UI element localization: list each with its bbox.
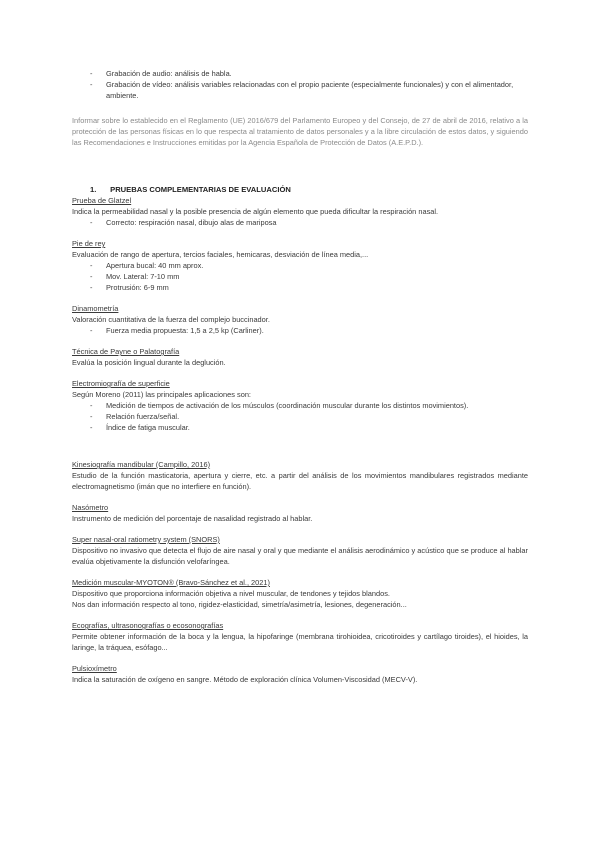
section-title: Super nasal-oral ratiometry system (SNORS) [72, 535, 220, 544]
list-item [72, 79, 528, 101]
bullet-dash: - [90, 218, 93, 227]
section-block [72, 534, 528, 567]
section-bullet-list [72, 260, 528, 293]
list-item [72, 400, 528, 411]
list-item [72, 217, 528, 228]
section-text: Evaluación de rango de apertura, tercios faciales, hemicaras, desviación de línea media,... [72, 250, 369, 259]
bullet-dash: - [90, 401, 93, 410]
sections-container [72, 195, 528, 685]
list-item-text: Medición de tiempos de activación de los músculos (coordinación muscular durante los distintos movimientos). [106, 401, 469, 410]
list-item-text: Protrusión: 6-9 mm [106, 283, 169, 292]
section-heading [72, 184, 528, 195]
bullet-dash: - [90, 326, 93, 335]
section-title: Ecografías, ultrasonografías o ecosonografías [72, 621, 224, 630]
list-item-text: Apertura bucal: 40 mm aprox. [106, 261, 204, 270]
document-page [72, 68, 528, 685]
section-title: Medición muscular-MYOTON® (Bravo-Sánchez et al., 2021) [72, 578, 270, 587]
list-item-text: Relación fuerza/señal. [106, 412, 180, 421]
list-item [72, 422, 528, 433]
list-item [72, 271, 528, 282]
bullet-dash: - [90, 261, 93, 270]
section-block [72, 577, 528, 610]
section-block [72, 195, 528, 228]
heading-title: PRUEBAS COMPLEMENTARIAS DE EVALUACIÓN [110, 185, 291, 194]
section-block [72, 663, 528, 685]
section-text: Dispositivo que proporciona información objetiva a nivel muscular, de tendones y tejidos blandos. Nos dan información respecto al tono, rigidez-elasticidad, simetría/asimetría, lesiones, degeneración... [72, 589, 407, 609]
bullet-dash: - [90, 80, 93, 89]
section-bullet-list [72, 400, 528, 433]
section-text: Según Moreno (2011) las principales aplicaciones son: [72, 390, 251, 399]
section-text: Instrumento de medición del porcentaje de nasalidad registrado al hablar. [72, 514, 313, 523]
list-item [72, 411, 528, 422]
intro-paragraph: Informar sobre lo establecido en el Reglamento (UE) 2016/679 del Parlamento Europeo y del Consejo, de 27 de abril de 2016, relativo a la protección de las personas físicas en lo que respecta al tratamiento de datos personales y a la libre circulación de estos datos, y siguiendo las Recomendaciones e Instrucciones emitidas por la Agencia Española de Protección de Datos (A.E.P.D.). [72, 116, 528, 147]
section-block [72, 378, 528, 433]
section-text: Valoración cuantitativa de la fuerza del complejo buccinador. [72, 315, 270, 324]
section-title: Pulsioxímetro [72, 664, 117, 673]
list-item [72, 325, 528, 336]
section-block [72, 238, 528, 293]
list-item-text: Grabación de audio: análisis de habla. [106, 69, 232, 78]
bullet-dash: - [90, 283, 93, 292]
section-text: Indica la permeabilidad nasal y la posible presencia de algún elemento que pueda dificultar la respiración nasal. [72, 207, 439, 216]
list-item-text: Índice de fatiga muscular. [106, 423, 190, 432]
list-item [72, 282, 528, 293]
section-text: Dispositivo no invasivo que detecta el flujo de aire nasal y oral y que mediante el análisis aerodinámico y acústico que se produce al hablar evalúa objetivamente la disfunción velofaríngea. [72, 546, 528, 566]
section-bullet-list [72, 325, 528, 336]
section-text: Evalúa la posición lingual durante la deglución. [72, 358, 226, 367]
section-title: Pie de rey [72, 239, 106, 248]
bullet-dash: - [90, 69, 93, 78]
list-item-text: Correcto: respiración nasal, dibujo alas de mariposa [106, 218, 277, 227]
section-block [72, 620, 528, 653]
section-text: Indica la saturación de oxígeno en sangre. Método de exploración clínica Volumen-Viscosidad (MECV-V). [72, 675, 418, 684]
list-item [72, 68, 528, 79]
section-block [72, 346, 528, 368]
section-block [72, 303, 528, 336]
list-item-text: Fuerza media propuesta: 1,5 a 2,5 kp (Carliner). [106, 326, 264, 335]
section-title: Electromiografía de superficie [72, 379, 170, 388]
list-item-text: Grabación de vídeo: análisis variables relacionadas con el propio paciente (especialmente funcionales) y con el alimentador, ambiente. [106, 80, 514, 100]
list-item [72, 260, 528, 271]
list-item-text: Mov. Lateral: 7-10 mm [106, 272, 180, 281]
section-block [72, 459, 528, 492]
section-title: Nasómetro [72, 503, 109, 512]
section-title: Dinamometría [72, 304, 119, 313]
section-block [72, 502, 528, 524]
section-text: Permite obtener información de la boca y la lengua, la hipofaringe (membrana tirohioidea, cricotiroides y cartílago tiroides), el hioides, la laringe, la tráquea, esófago... [72, 632, 528, 652]
bullet-dash: - [90, 423, 93, 432]
bullet-dash: - [90, 412, 93, 421]
section-text: Estudio de la función masticatoria, apertura y cierre, etc. a partir del análisis de los movimientos mandibulares registrados mediante electromagnetismo (imán que no interfiere en función). [72, 471, 528, 491]
bullet-dash: - [90, 272, 93, 281]
section-title: Técnica de Payne o Palatografía [72, 347, 180, 356]
section-title: Prueba de Glatzel [72, 196, 132, 205]
section-bullet-list [72, 217, 528, 228]
top-bullet-list [72, 68, 528, 101]
heading-number: 1. [90, 185, 97, 194]
section-title: Kinesiografía mandibular (Campillo, 2016) [72, 460, 211, 469]
